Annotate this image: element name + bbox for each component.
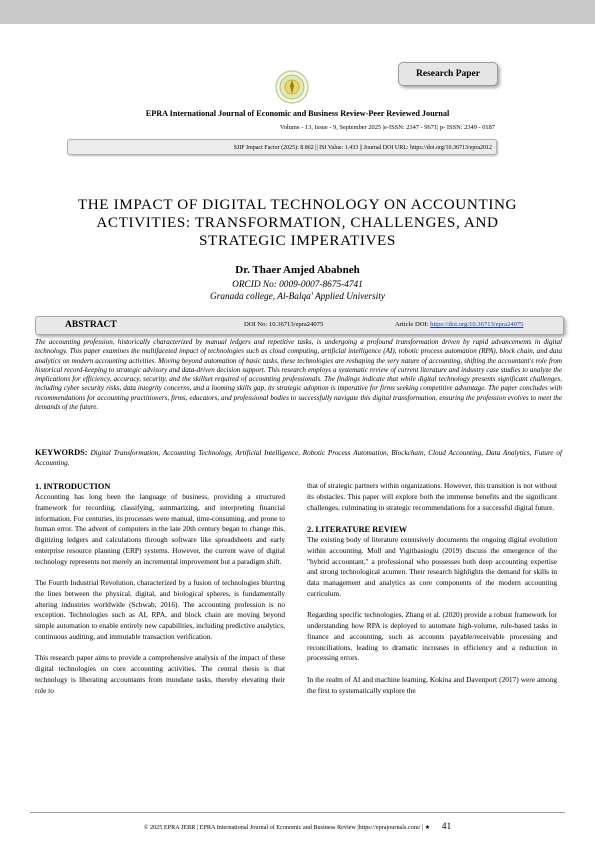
- abstract-bar: [35, 316, 564, 335]
- paragraph: The Fourth Industrial Revolution, characterized by a fusion of technologies blurring the lines between the physical, digital, and biological spheres, is fundamentally altering industries worldwide (Schwab, 2016). The accounting profession is no exception. Technologies such as AI, RPA, and block chain are moving beyond simple automation to enable entirely new capabilities, including predictive analytics, continuous auditing, and immutable transaction verification.: [35, 578, 285, 641]
- top-bar: [0, 0, 595, 24]
- page-number: 41: [441, 822, 452, 832]
- title-line: THE IMPACT OF DIGITAL TECHNOLOGY ON ACCOUNTING: [77, 196, 518, 213]
- abstract-text: The accounting profession, historically characterized by manual ledgers and repetitive tasks, is undergoing a profound transformation driven by rapid advancements in digital technology. This paper examines the multifaceted impact of technologies such as cloud computing, artificial intelligence (AI), robotic process automation (RPA), block chain, and data analytics on modern accounting activities. Moving beyond automation of basic tasks, these technologies are reshaping the very nature of accounting, shifting the accountant's role from historical record-keeping to strategic advisory and data-driven decision support. This research employs a systematic review of current literature and industry case studies to analyze the implications for efficiency, accuracy, security, and the skillset required of accounting professionals. The findings indicate that while digital technology presents significant challenges, including cyber security risks, data integrity concerns, and a looming skills gap, its strategic adoption is imperative for firms seeking competitive advantage. The paper concludes with recommendations for accounting practitioners, firms, educators, and professional bodies to successfully navigate this digital transformation, ensuring the profession evolves to meet the demands of the future.: [35, 338, 562, 412]
- title-line: ACTIVITIES: TRANSFORMATION, CHALLENGES, AND: [96, 214, 499, 231]
- paragraph: Regarding specific technologies, Zhang et al. (2020) provide a robust framework for understanding how RPA is deployed to automate high-volume, rule-based tasks in finance and accounting, such as accounts payable/receivable processing and reconciliations, leading to dramatic increases in efficiency and a reduction in processing errors.: [307, 610, 557, 663]
- footer-star-icon: ★: [424, 824, 431, 831]
- doi-number: DOI No: 10.36713/epra24075: [244, 321, 324, 328]
- paper-type-tag: Research Paper: [398, 62, 498, 86]
- paragraph-continuation: that of strategic partners within organizations. However, this transition is not without its obstacles. This paper will explore both the immense benefits and the significant challenges, culminating in strategic recommendations for a successful digital future.: [307, 481, 557, 512]
- author-name: Dr. Thaer Amjed Ababneh: [235, 264, 360, 276]
- keywords-text: Digital Transformation, Accounting Technology, Artificial Intelligence, Robotic Process Automation, Blockchain, Cloud Accounting, Data Analytics, Future of Accounting.: [35, 449, 563, 467]
- journal-title: EPRA International Journal of Economic and Business Review-Peer Reviewed Journal: [145, 109, 450, 118]
- paragraph: This research paper aims to provide a comprehensive analysis of the impact of these digital technologies on core accounting activities. The central thesis is that technology is liberating accountants from mundane tasks, thereby elevating their role to: [35, 653, 285, 695]
- article-doi-link[interactable]: https://doi.org/10.36713/epra24075: [430, 321, 524, 328]
- keywords: [35, 448, 562, 469]
- impact-factor-bar: SJIF Impact Factor (2025): 8.862 || ISI Value: 1.433 || Journal DOI URL: https://doi.org/10.36713/epra2012: [67, 139, 497, 155]
- abstract-label: ABSTRACT: [65, 320, 117, 330]
- article-doi: [395, 321, 523, 328]
- section-heading-literature-review: 2. LITERATURE REVIEW: [307, 525, 408, 534]
- paper-title: [30, 196, 565, 250]
- volume-line: Volume - 13, Issue - 9, September 2025 |e-ISSN: 2347 - 9671| p- ISSN: 2349 - 0187: [279, 124, 495, 131]
- left-column: [35, 481, 285, 707]
- footer-rule: [30, 812, 565, 813]
- keywords-label: KEYWORDS:: [35, 448, 88, 457]
- page-footer: [0, 822, 595, 832]
- footer-copyright: © 2025 EPRA JEBR | EPRA International Journal of Economic and Business Review |https://eprajournals.com/ |: [143, 824, 424, 831]
- orcid-number: ORCID No: 0009-0007-8675-4741: [232, 280, 363, 290]
- paragraph: The existing body of literature extensively documents the ongoing digital evolution within accounting. Moll and Yigitbasioglu (2019) discuss the emergence of the "hybrid accountant," a professional who possesses both deep accounting expertise and strong technological acumen. Their research highlights the demand for skills in data management and analytics as core components of the modern accounting curriculum.: [307, 535, 557, 598]
- journal-logo-icon: [275, 70, 309, 104]
- paragraph: In the realm of AI and machine learning, Kokina and Davenport (2017) were among the first to systematically explore the: [307, 674, 557, 695]
- section-heading-introduction: 1. INTRODUCTION: [35, 482, 111, 491]
- affiliation: Granada college, Al-Balqa' Applied University: [210, 292, 385, 302]
- right-column: [307, 481, 557, 707]
- title-line: STRATEGIC IMPERATIVES: [199, 232, 396, 249]
- paragraph: Accounting has long been the language of business, providing a structured framework for recording, classifying, summarizing, and interpreting financial information. For centuries, its processes were manual, time-consuming, and prone to human error. The advent of computers in the late 20th century began to change this, digitizing ledgers and calculations through software like spreadsheets and early enterprise resource planning (ERP) systems. However, the current wave of digital technology represents not merely an incremental improvement but a paradigm shift.: [35, 492, 285, 566]
- article-doi-label: Article DOI:: [395, 321, 429, 328]
